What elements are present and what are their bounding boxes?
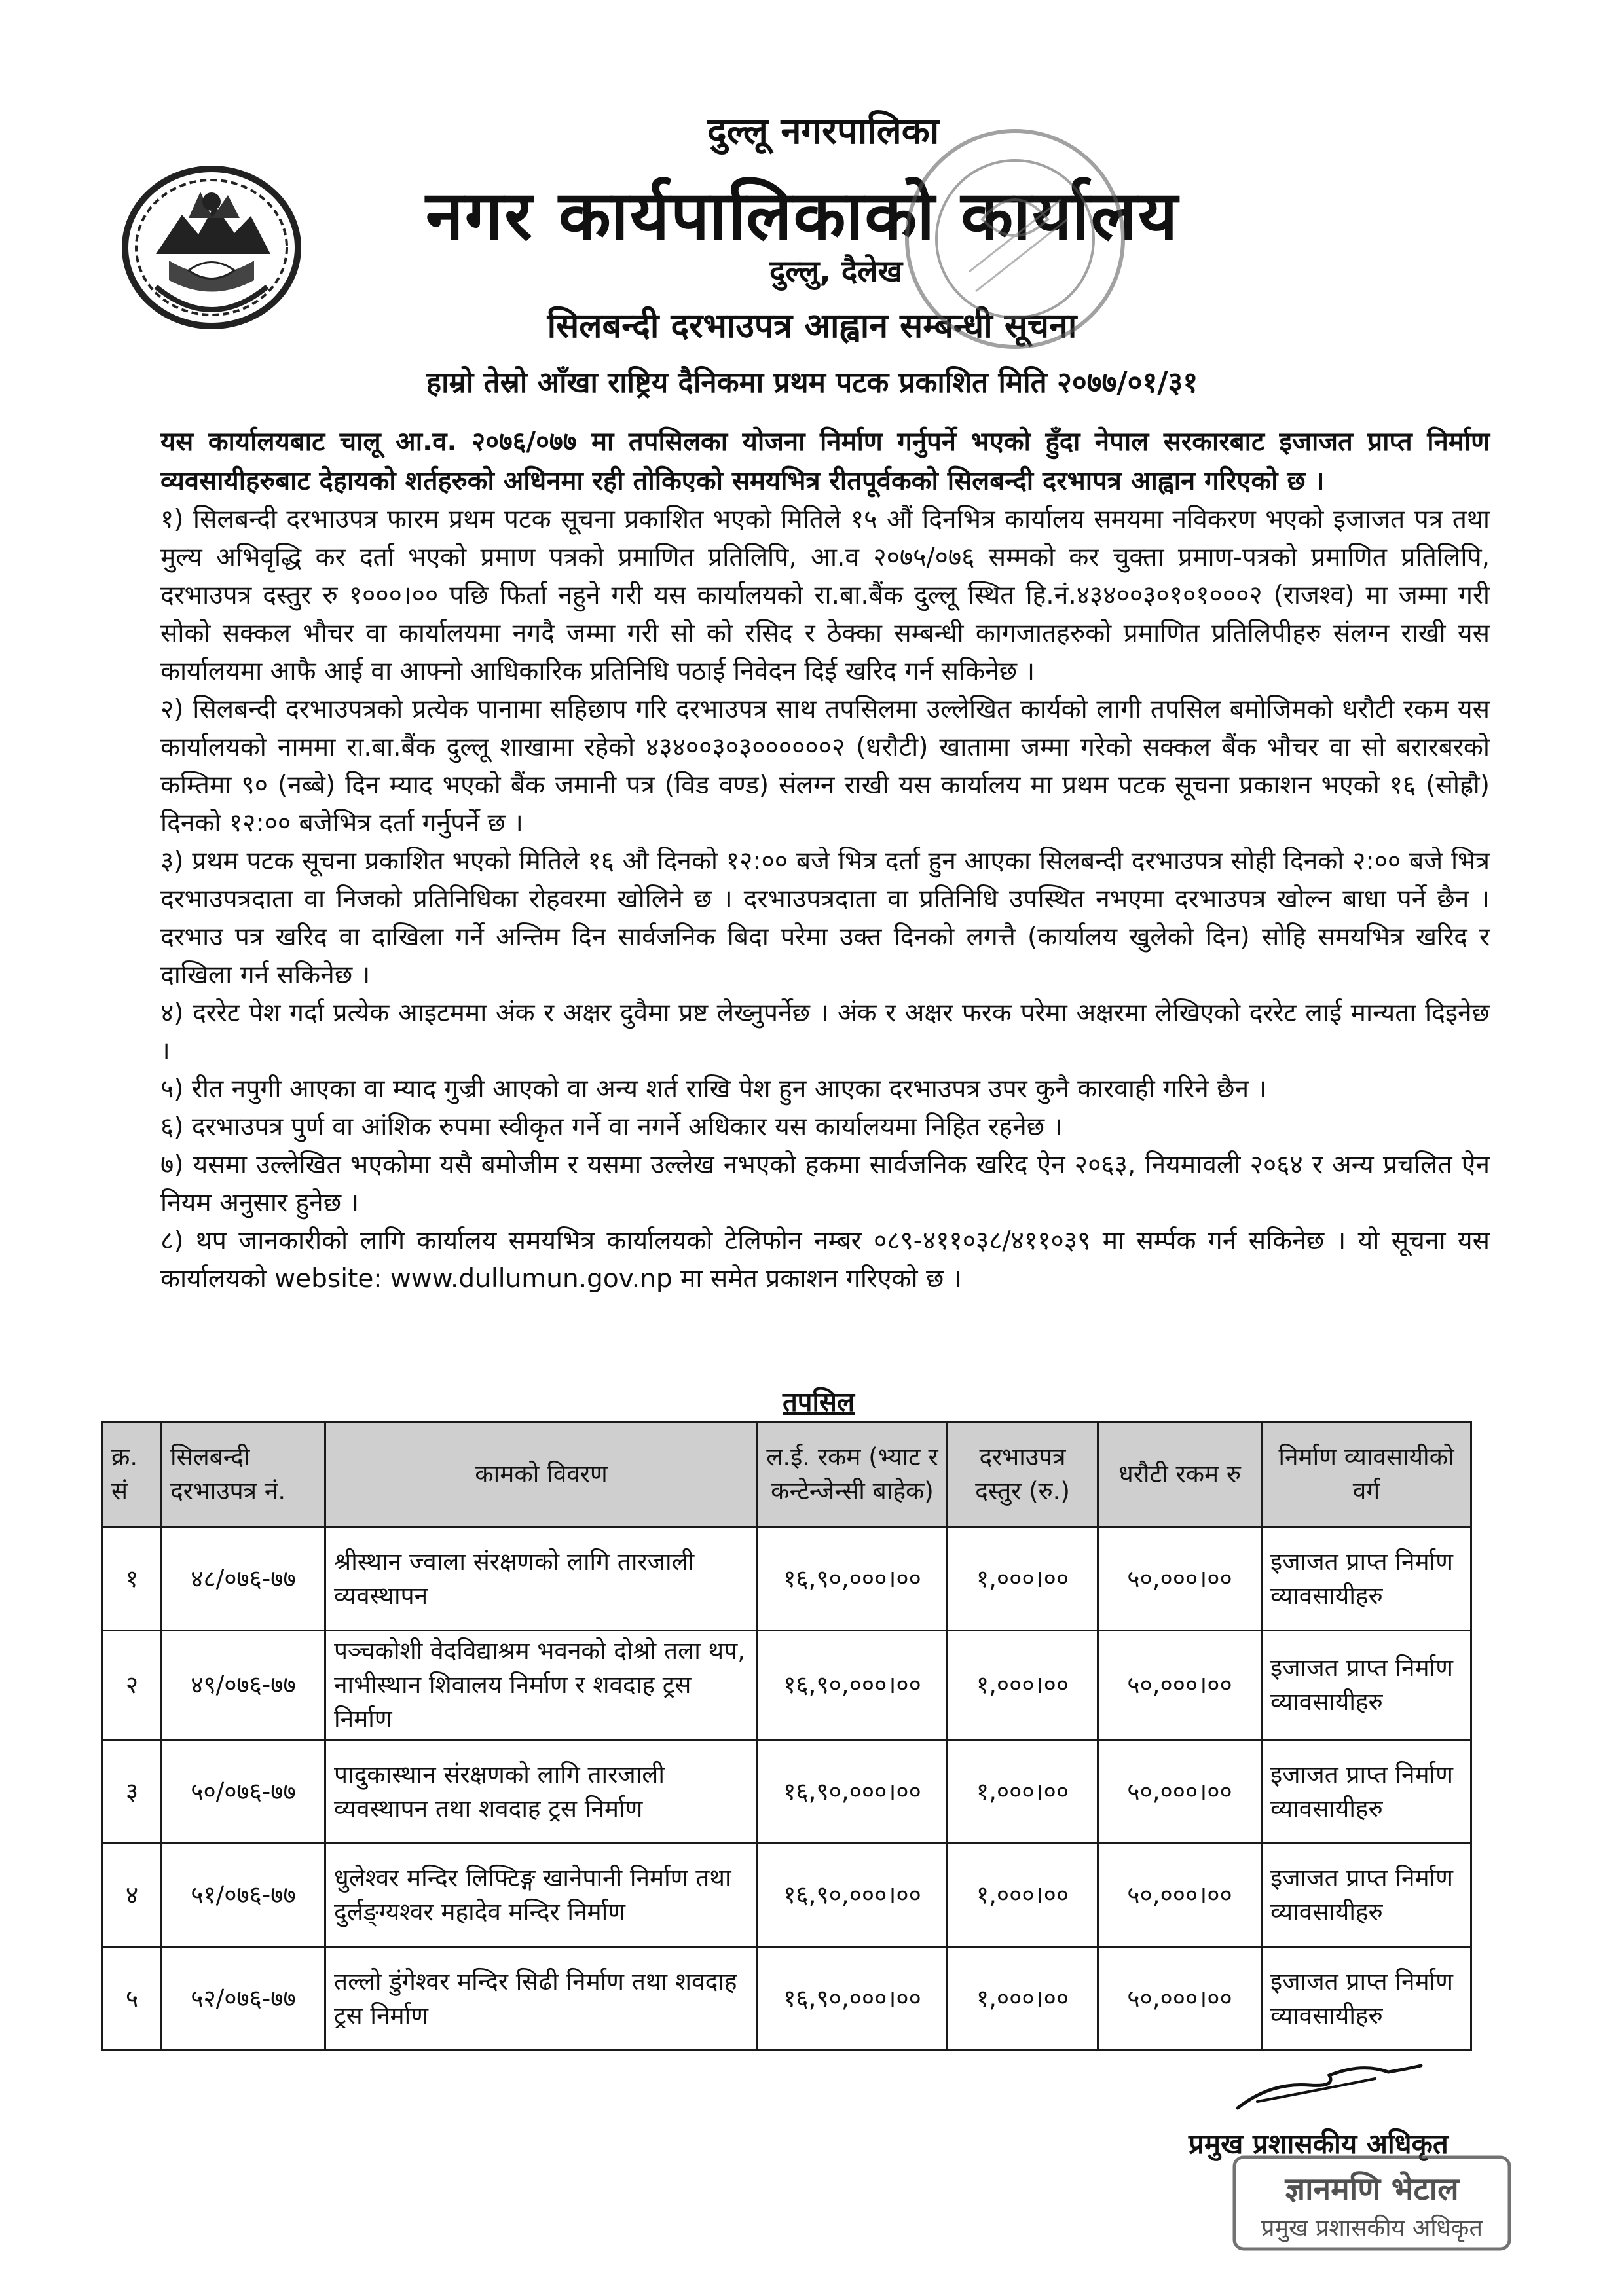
clause-2: २) सिलबन्दी दरभाउपत्रको प्रत्येक पानामा सहिछाप गरि दरभाउपत्र साथ तपसिलमा उल्लेखित कार्यको लागी तपसिल बमोजिमको धरौटी रकम यस कार्यालयको नाममा रा.बा.बैंक दुल्लू शाखामा रहेको ४३४००३०३००००००२ (धरौटी) खातामा जम्मा गरेको सक्कल बैंक भौचर वा सो बरारबरको कम्तिमा ९० (नब्बे) दिन म्याद भएको बैंक जमानी पत्र (विड वण्ड) संलग्न राखी यस कार्यालय मा प्रथम पटक सूचना प्रकाशन भएको १६ (सोह्रौ) दिनको १२:०० बजेभित्र दर्ता गर्नुपर्ने छ । [160, 695, 1490, 838]
cell-estimate: १६,९०,०००।०० [758, 1527, 948, 1631]
cell-category: इजाजत प्राप्त निर्माण व्यावसायीहरु [1262, 1527, 1471, 1631]
cell-estimate: १६,९०,०००।०० [758, 1844, 948, 1947]
stamp-name: ज्ञानमणि भेटाल [1285, 2171, 1459, 2208]
cell-bid-no: ५०/०७६-७७ [162, 1740, 325, 1844]
header-description: कामको विवरण [325, 1422, 758, 1527]
header-fee: दरभाउपत्र दस्तुर (रु.) [948, 1422, 1098, 1527]
cell-description: पञ्चकोशी वेदविद्याश्रम भवनको दोश्रो तला थप, नाभीस्थान शिवालय निर्माण र शवदाह ट्रस निर्माण [325, 1631, 758, 1740]
cell-bid-no: ४८/०७६-७७ [162, 1527, 325, 1631]
office-place: दुल्लु, दैलेख [769, 253, 903, 289]
schedule-table [101, 1421, 1472, 2051]
cell-deposit: ५०,०००।०० [1098, 1947, 1262, 2050]
cell-deposit: ५०,०००।०० [1098, 1844, 1262, 1947]
table-row [103, 1527, 1471, 1631]
clause-3: ३) प्रथम पटक सूचना प्रकाशित भएको मितिले १६ औ दिनको १२:०० बजे भित्र दर्ता हुन आएका सिलबन्दी दरभाउपत्र सोही दिनको २:०० बजे भित्र दरभाउपत्रदाता वा निजको प्रतिनिधिका रोहवरमा खोलिने छ । दरभाउपत्रदाता वा प्रतिनिधि उपस्थित नभएमा दरभाउपत्र खोल्न बाधा पर्ने छैन । दरभाउ पत्र खरिद वा दाखिला गर्ने अन्तिम दिन सार्वजनिक बिदा परेमा उक्त दिनको लगत्तै (कार्यालय खुलेको दिन) सोहि समयभित्र खरिद र दाखिला गर्न सकिनेछ । [160, 847, 1490, 990]
cell-estimate: १६,९०,०००।०० [758, 1631, 948, 1740]
cell-sn: ४ [103, 1844, 162, 1947]
name-stamp-icon [1231, 2154, 1513, 2252]
cell-sn: ३ [103, 1740, 162, 1844]
cell-fee: १,०००।०० [948, 1844, 1098, 1947]
table-header-row [103, 1422, 1471, 1527]
table-caption: तपसिल [783, 1387, 855, 1417]
cell-deposit: ५०,०००।०० [1098, 1740, 1262, 1844]
publication-line: हाम्रो तेस्रो आँखा राष्ट्रिय दैनिकमा प्रथम पटक प्रकाशित मिति २०७७/०१/३१ [426, 366, 1198, 399]
cell-fee: १,०००।०० [948, 1740, 1098, 1844]
cell-category: इजाजत प्राप्त निर्माण व्यावसायीहरु [1262, 1947, 1471, 2050]
cell-fee: १,०००।०० [948, 1947, 1098, 2050]
cell-category: इजाजत प्राप्त निर्माण व्यावसायीहरु [1262, 1740, 1471, 1844]
cell-sn: ५ [103, 1947, 162, 2050]
stamp-title: प्रमुख प्रशासकीय अधिकृत [1261, 2215, 1483, 2242]
cell-estimate: १६,९०,०००।०० [758, 1947, 948, 2050]
municipality-name: दुल्लू नगरपालिका [707, 110, 940, 153]
intro-paragraph: यस कार्यालयबाट चालू आ.व. २०७६/०७७ मा तपसिलका योजना निर्माण गर्नुपर्ने भएको हुँदा नेपाल सरकारबाट इजाजत प्राप्त निर्माण व्यवसायीहरुबाट देहायको शर्तहरुको अधिनमा रही तोकिएको समयभित्र रीतपूर्वकको सिलबन्दी दरभापत्र आह्वान गरिएको छ । [160, 427, 1490, 496]
cell-bid-no: ५२/०७६-७७ [162, 1947, 325, 2050]
handwritten-signature-icon [1231, 2056, 1428, 2118]
clause-6: ६) दरभाउपत्र पुर्ण वा आंशिक रुपमा स्वीकृत गर्ने वा नगर्ने अधिकार यस कार्यालयमा निहित रहनेछ । [160, 1112, 1063, 1142]
header-estimate: ल.ई. रकम (भ्याट र कन्टेन्जेन्सी बाहेक) [758, 1422, 948, 1527]
cell-deposit: ५०,०००।०० [1098, 1631, 1262, 1740]
header-deposit: धरौटी रकम रु [1098, 1422, 1262, 1527]
cell-bid-no: ४९/०७६-७७ [162, 1631, 325, 1740]
cell-description: पादुकास्थान संरक्षणको लागि तारजाली व्यवस्थापन तथा शवदाह ट्रस निर्माण [325, 1740, 758, 1844]
clause-5: ५) रीत नपुगी आएका वा म्याद गुज्री आएको वा अन्य शर्त राखि पेश हुन आएका दरभाउपत्र उपर कुनै कारवाही गरिने छैन । [160, 1074, 1267, 1104]
clause-1: १) सिलबन्दी दरभाउपत्र फारम प्रथम पटक सूचना प्रकाशित भएको मितिले १५ औं दिनभित्र कार्यालय समयमा नविकरण भएको इजाजत पत्र तथा मुल्य अभिवृद्धि कर दर्ता भएको प्रमाण पत्रको प्रमाणित प्रतिलिपि, आ.व २०७५/०७६ सम्मको कर चुक्ता प्रमाण-पत्रको प्रमाणित प्रतिलिपि, दरभाउपत्र दस्तुर रु १०००।०० पछि फिर्ता नहुने गरी यस कार्यालयको रा.बा.बैंक दुल्लू स्थित हि.नं.४३४००३०१०१०००२ (राजश्व) मा जम्मा गरी सोको सक्कल भौचर वा कार्यालयमा नगदै जम्मा गरी सो को रसिद र ठेक्का सम्बन्धी कागजातहरुको प्रमाणित प्रतिलिपीहरु संलग्न राखी यस कार्यालयमा आफै आई वा आफ्नो आधिकारिक प्रतिनिधि पठाई निवेदन दिई खरिद गर्न सकिनेछ । [160, 505, 1490, 686]
clause-8: ८) थप जानकारीको लागि कार्यालय समयभित्र कार्यालयको टेलिफोन नम्बर ०८९-४११०३८/४११०३९ मा सर्म्पक गर्न सकिनेछ । यो सूचना यस कार्यालयको website: www.dullumun.gov.np मा समेत प्रकाशन गरिएको छ । [160, 1226, 1490, 1294]
clause-7: ७) यसमा उल्लेखित भएकोमा यसै बमोजीम र यसमा उल्लेख नभएको हकमा सार्वजनिक खरिद ऐन २०६३, नियमावली २०६४ र अन्य प्रचलित ऐन नियम अनुसार हुनेछ । [160, 1150, 1490, 1218]
clause-4: ४) दररेट पेश गर्दा प्रत्येक आइटममा अंक र अक्षर दुवैमा प्रष्ट लेख्नुपर्नेछ । अंक र अक्षर फरक परेमा अक्षरमा लेखिएको दररेट लाई मान्यता दिइनेछ । [160, 998, 1490, 1066]
cell-sn: २ [103, 1631, 162, 1740]
cell-sn: १ [103, 1527, 162, 1631]
table-row [103, 1631, 1471, 1740]
table-row [103, 1740, 1471, 1844]
cell-category: इजाजत प्राप्त निर्माण व्यावसायीहरु [1262, 1631, 1471, 1740]
cell-bid-no: ५१/०७६-७७ [162, 1844, 325, 1947]
cell-description: श्रीस्थान ज्वाला संरक्षणको लागि तारजाली व्यवस्थापन [325, 1527, 758, 1631]
notice-subject: सिलबन्दी दरभाउपत्र आह्वान सम्बन्धी सूचना [547, 306, 1077, 346]
cell-fee: १,०००।०० [948, 1631, 1098, 1740]
header-category: निर्माण व्यावसायीको वर्ग [1262, 1422, 1471, 1527]
cell-description: तल्लो डुंगेश्वर मन्दिर सिढी निर्माण तथा शवदाह ट्रस निर्माण [325, 1947, 758, 2050]
table-row [103, 1947, 1471, 2050]
cell-deposit: ५०,०००।०० [1098, 1527, 1262, 1631]
cell-fee: १,०००।०० [948, 1527, 1098, 1631]
cell-description: धुलेश्वर मन्दिर लिफ्टिङ्ग खानेपानी निर्माण तथा दुर्लङ्ग्यश्वर महादेव मन्दिर निर्माण [325, 1844, 758, 1947]
office-seal-icon [897, 121, 1133, 357]
signatory-title: प्रमुख प्रशासकीय अधिकृत [1189, 2128, 1449, 2160]
cell-category: इजाजत प्राप्त निर्माण व्यावसायीहरु [1262, 1844, 1471, 1947]
notice-body [160, 422, 1490, 1298]
office-title: नगर कार्यपालिकाको कार्यालय [426, 175, 1179, 255]
header-sn: क्र. सं [103, 1422, 162, 1527]
header-bid-no: सिलबन्दी दरभाउपत्र नं. [162, 1422, 325, 1527]
cell-estimate: १६,९०,०००।०० [758, 1740, 948, 1844]
table-row [103, 1844, 1471, 1947]
